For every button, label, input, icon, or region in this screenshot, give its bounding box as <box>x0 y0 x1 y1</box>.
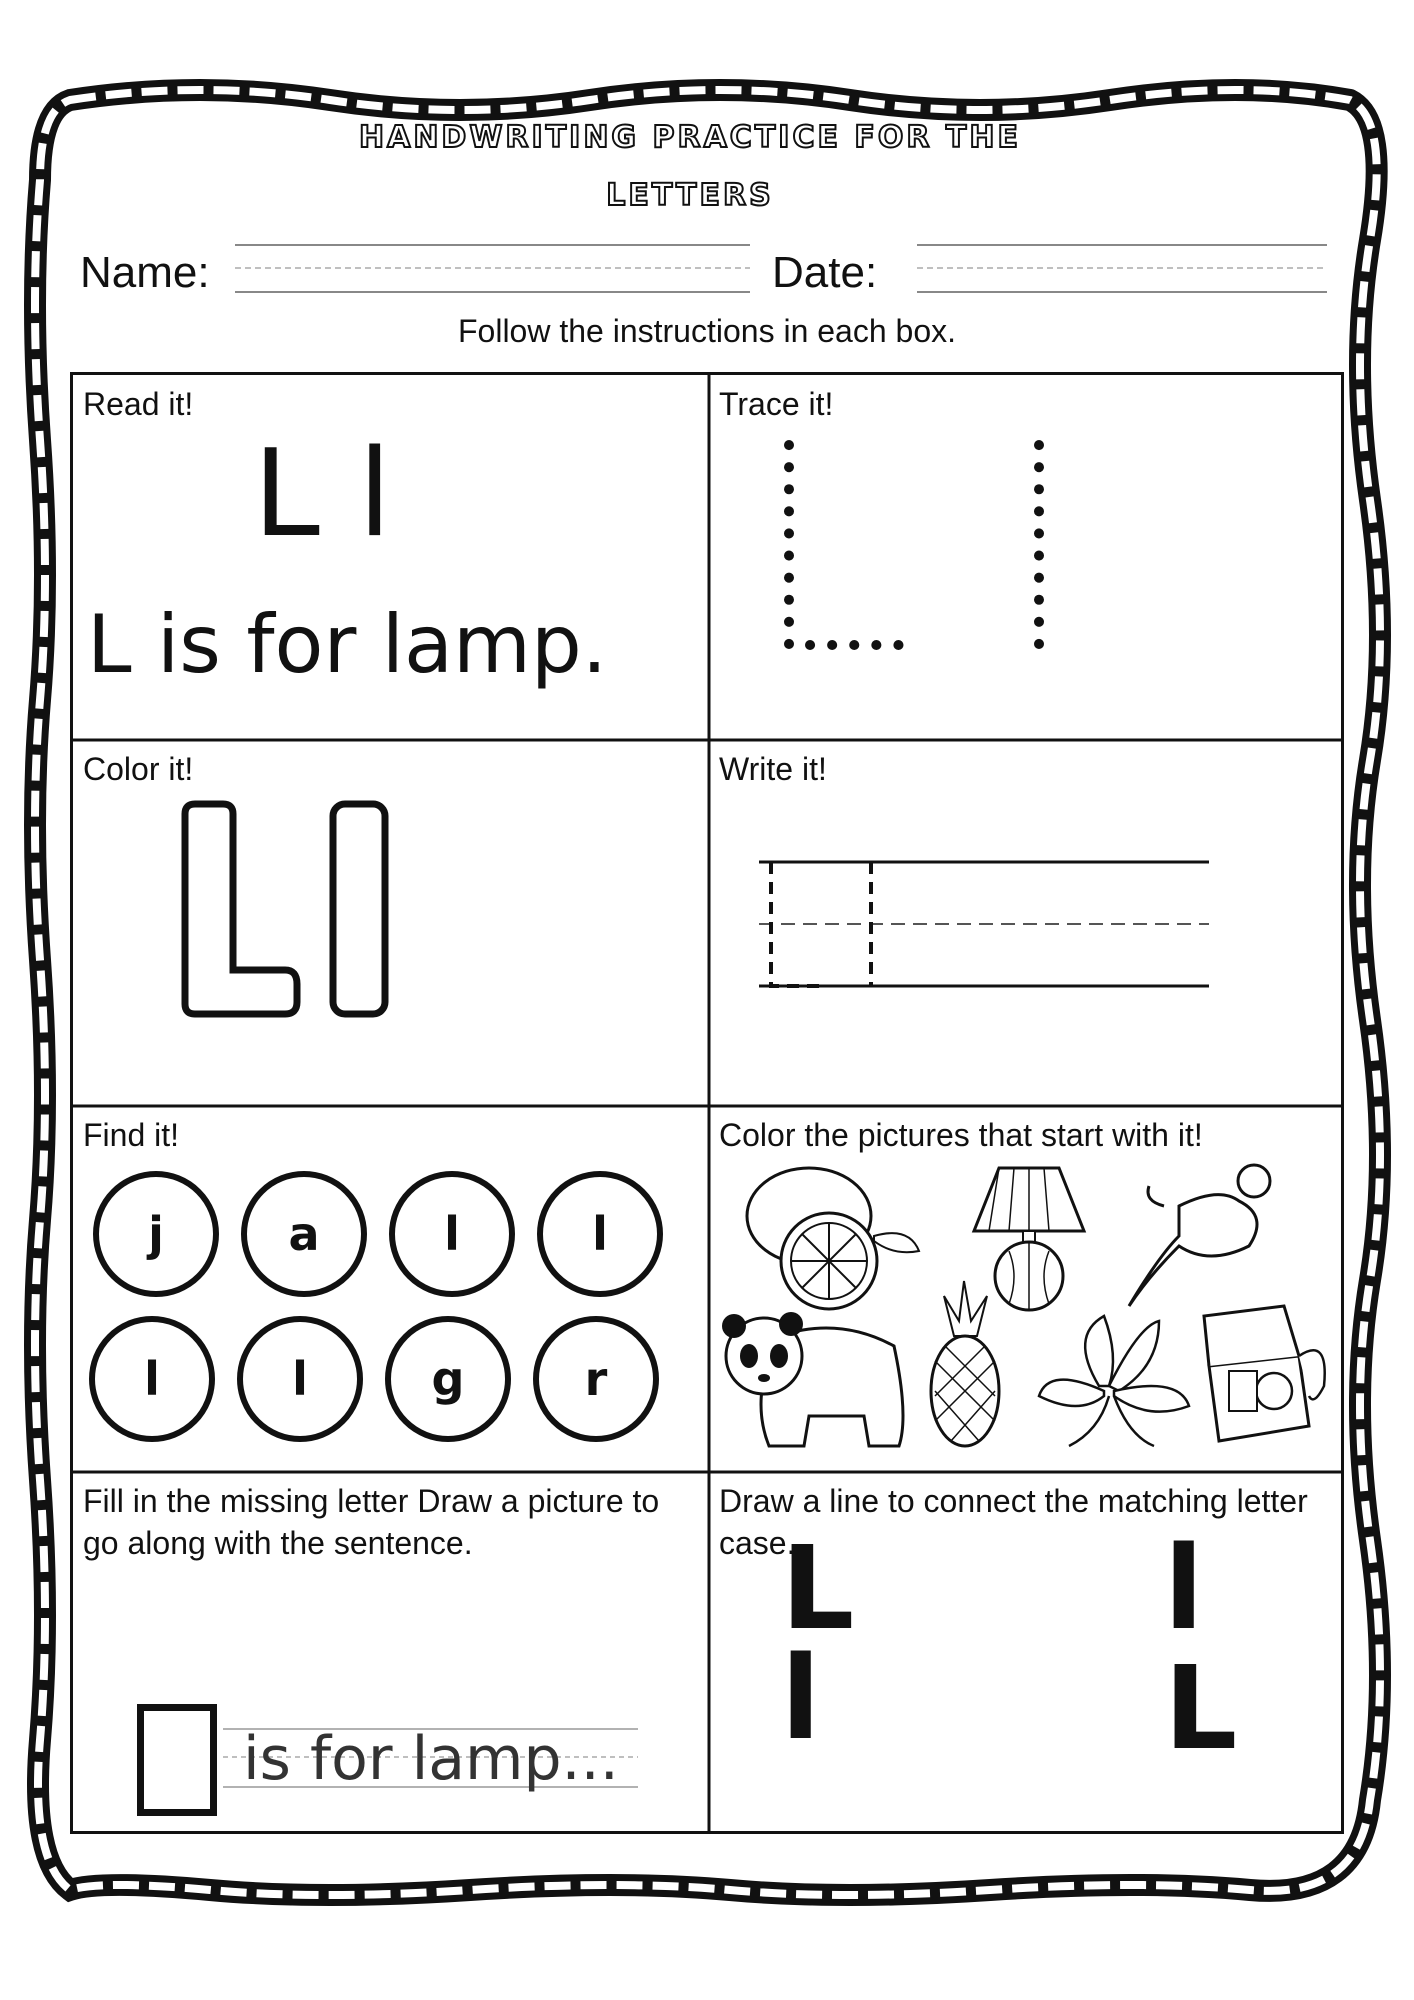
color-it-title: Color it! <box>83 751 194 787</box>
worksheet-title-line2: LETTERS <box>606 178 774 213</box>
match-box <box>709 1472 1341 1831</box>
fill-in-sentence: is for lamp... <box>243 1724 619 1794</box>
fill-in-title: Fill in the missing letter Draw a picture to go along with the sentence. <box>83 1483 660 1561</box>
trace-it-title: Trace it! <box>719 386 834 422</box>
date-field[interactable] <box>917 240 1337 300</box>
lunchbox-icon[interactable] <box>1204 1306 1325 1441</box>
outline-letters[interactable] <box>173 800 473 1040</box>
lamp-icon[interactable] <box>974 1168 1084 1310</box>
missing-letter-box[interactable] <box>137 1704 217 1816</box>
write-practice-lines[interactable] <box>759 850 1219 1000</box>
trace-it-box <box>709 375 1341 740</box>
match-left-lower[interactable]: l <box>781 1632 821 1766</box>
read-sentence: L is for lamp. <box>87 598 608 691</box>
read-it-title: Read it! <box>83 386 194 422</box>
date-label: Date: <box>772 248 878 297</box>
trace-letters[interactable] <box>769 435 1069 675</box>
letter-circle[interactable]: l <box>237 1316 363 1442</box>
activity-grid <box>70 372 1344 1834</box>
read-letters: L l <box>253 425 392 564</box>
worksheet-title: HANDWRITING PRACTICE FOR THE <box>359 120 1021 155</box>
panda-icon[interactable] <box>722 1312 903 1446</box>
name-field[interactable] <box>235 240 755 300</box>
letter-circle[interactable]: l <box>389 1171 515 1297</box>
letter-circle[interactable]: g <box>385 1316 511 1442</box>
write-it-title: Write it! <box>719 751 827 787</box>
letter-circle[interactable]: a <box>241 1171 367 1297</box>
letter-circle[interactable]: r <box>533 1316 659 1442</box>
read-it-box <box>73 375 709 740</box>
letter-circle[interactable]: l <box>89 1316 215 1442</box>
lemon-icon[interactable] <box>747 1168 919 1309</box>
lily-icon[interactable] <box>1039 1316 1189 1446</box>
fill-in-box <box>73 1472 709 1831</box>
match-right-lower[interactable]: l <box>1164 1522 1204 1656</box>
pictures-set <box>709 1156 1339 1466</box>
match-left-upper[interactable]: L <box>781 1522 855 1656</box>
match-title: Draw a line to connect the matching letter case. <box>719 1483 1308 1561</box>
match-right-upper[interactable]: L <box>1164 1642 1238 1776</box>
letter-circle[interactable]: l <box>537 1171 663 1297</box>
find-it-box <box>73 1106 709 1472</box>
otter-icon[interactable] <box>1129 1165 1270 1306</box>
letter-circle[interactable]: j <box>93 1171 219 1297</box>
instructions-text: Follow the instructions in each box. <box>457 313 957 349</box>
pictures-title: Color the pictures that start with it! <box>719 1117 1203 1153</box>
write-it-box <box>709 740 1341 1106</box>
pictures-box <box>709 1106 1341 1472</box>
name-label: Name: <box>80 248 210 297</box>
pineapple-icon[interactable] <box>931 1281 999 1446</box>
color-it-box <box>73 740 709 1106</box>
find-it-title: Find it! <box>83 1117 180 1153</box>
